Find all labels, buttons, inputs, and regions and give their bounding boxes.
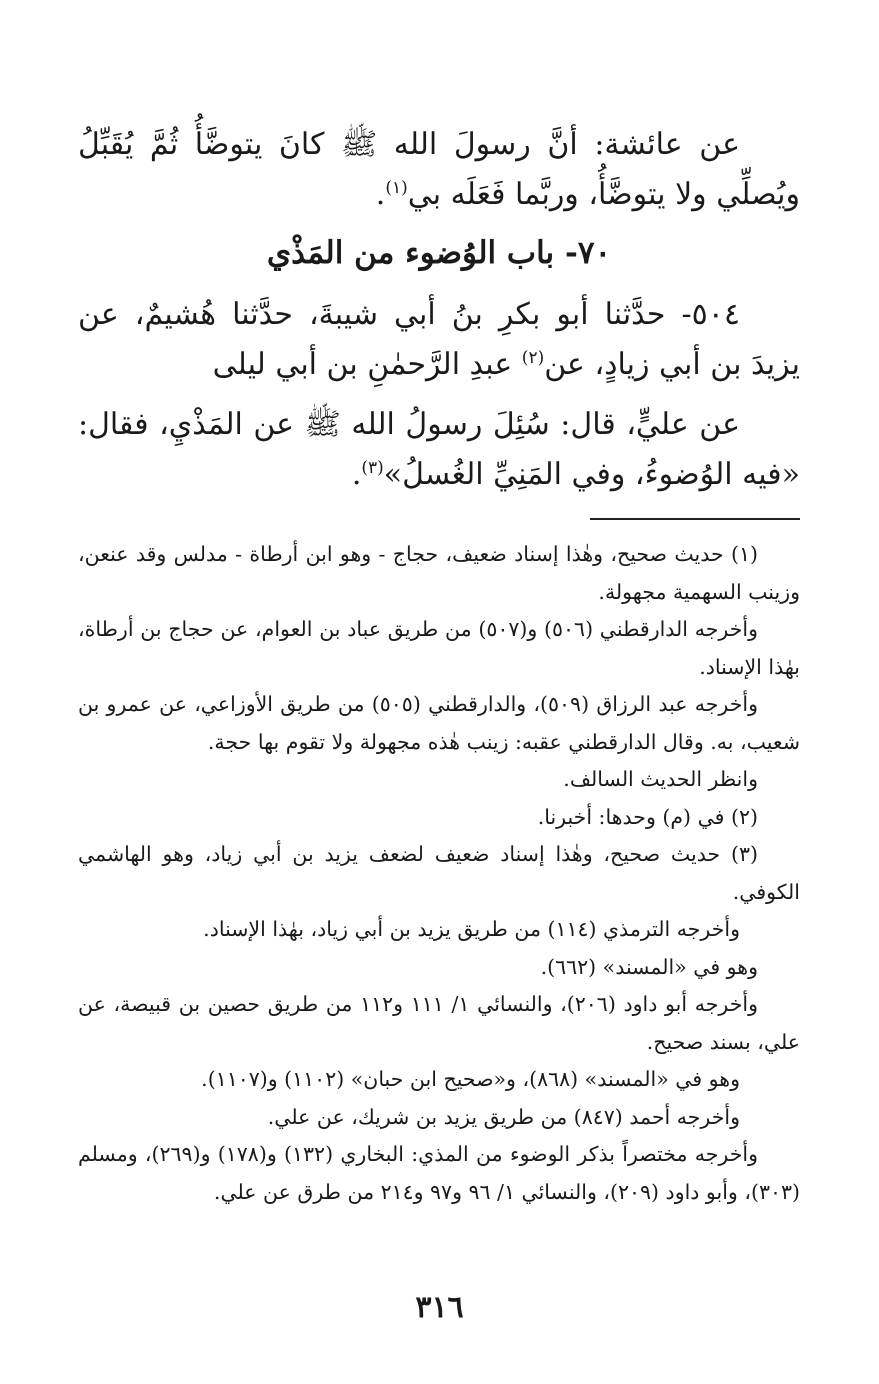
footnote-line: وأخرجه مختصراً بذكر الوضوء من المذي: البخاري (١٣٢) و(١٧٨) و(٢٦٩)، ومسلم (٣٠٣)، وأبو داود (٢٠٩)، والنسائي ١/ ٩٦ و٩٧ و٢١٤ من طرق عن علي.	[78, 1142, 800, 1204]
paragraph-end: عبدِ الرَّحمٰنِ بن أبي ليلى	[212, 347, 522, 382]
paragraph-end: .	[351, 457, 362, 492]
footnotes	[78, 536, 800, 1211]
page-content	[78, 120, 800, 1211]
footnote-line: وانظر الحديث السالف.	[563, 767, 758, 791]
footnote-line: وأخرجه عبد الرزاق (٥٠٩)، والدارقطني (٥٠٥) من طريق الأوزاعي، عن عمرو بن شعيب، به. وقال الدارقطني عقبه: زينب هٰذه مجهولة ولا تقوم بها حجة.	[78, 692, 800, 754]
footnote-divider	[590, 518, 800, 520]
footnote-line: وأخرجه الترمذي (١١٤) من طريق يزيد بن أبي زياد، بهٰذا الإسناد.	[203, 917, 740, 941]
hadith-paragraph-aisha	[78, 120, 800, 220]
footnote-ref: (٢)	[521, 348, 545, 368]
paragraph-text: عن عائشة: أنَّ رسولَ الله ﷺ كانَ يتوضَّأُ ثُمَّ يُقَبِّلُ ويُصلِّي ولا يتوضَّأُ، وربَّما فَعَلَه بي	[78, 127, 800, 212]
footnote-line: وهو في «المسند» (٨٦٨)، و«صحيح ابن حبان» (١١٠٢) و(١١٠٧).	[201, 1067, 740, 1091]
footnote-line: وأخرجه أبو داود (٢٠٦)، والنسائي ١/ ١١١ و١١٢ من طريق حصين بن قبيصة، عن علي، بسند صحيح.	[78, 992, 800, 1054]
hadith-matn	[78, 400, 800, 500]
hadith-isnad	[78, 290, 800, 390]
footnote-line: وأخرجه الدارقطني (٥٠٦) و(٥٠٧) من طريق عباد بن العوام، عن حجاج بن أرطاة، بهٰذا الإسناد.	[78, 617, 800, 679]
footnote-line: وأخرجه أحمد (٨٤٧) من طريق يزيد بن شريك، عن علي.	[267, 1104, 740, 1129]
footnote-line: (١) حديث صحيح، وهٰذا إسناد ضعيف، حجاج - وهو ابن أرطاة - مدلس وقد عنعن، وزينب السهمية مجهولة.	[78, 542, 800, 604]
paragraph-text: ٥٠٤- حدَّثنا أبو بكرِ بنُ أبي شيبةَ، حدَّثنا هُشيمٌ، عن يزيدَ بن أبي زيادٍ، عن	[78, 297, 800, 382]
footnote-line: وهو في «المسند» (٦٦٢).	[540, 954, 758, 979]
paragraph-text: عن عليٍّ، قال: سُئِلَ رسولُ الله ﷺ عن المَذْيِ، فقال: «فيه الوُضوءُ، وفي المَنِيِّ الغُسلُ»	[78, 407, 800, 492]
footnote-line: (٣) حديث صحيح، وهٰذا إسناد ضعيف لضعف يزيد بن أبي زياد، وهو الهاشمي الكوفي.	[78, 842, 800, 904]
page-number: ٣١٦	[415, 1290, 464, 1325]
chapter-heading: ٧٠- باب الوُضوء من المَذْي	[266, 235, 612, 271]
footnote-ref: (١)	[385, 178, 408, 198]
footnote-ref: (٣)	[361, 458, 384, 478]
footnote-line: (٢) في (م) وحدها: أخبرنا.	[537, 804, 758, 829]
paragraph-end: .	[375, 177, 386, 212]
